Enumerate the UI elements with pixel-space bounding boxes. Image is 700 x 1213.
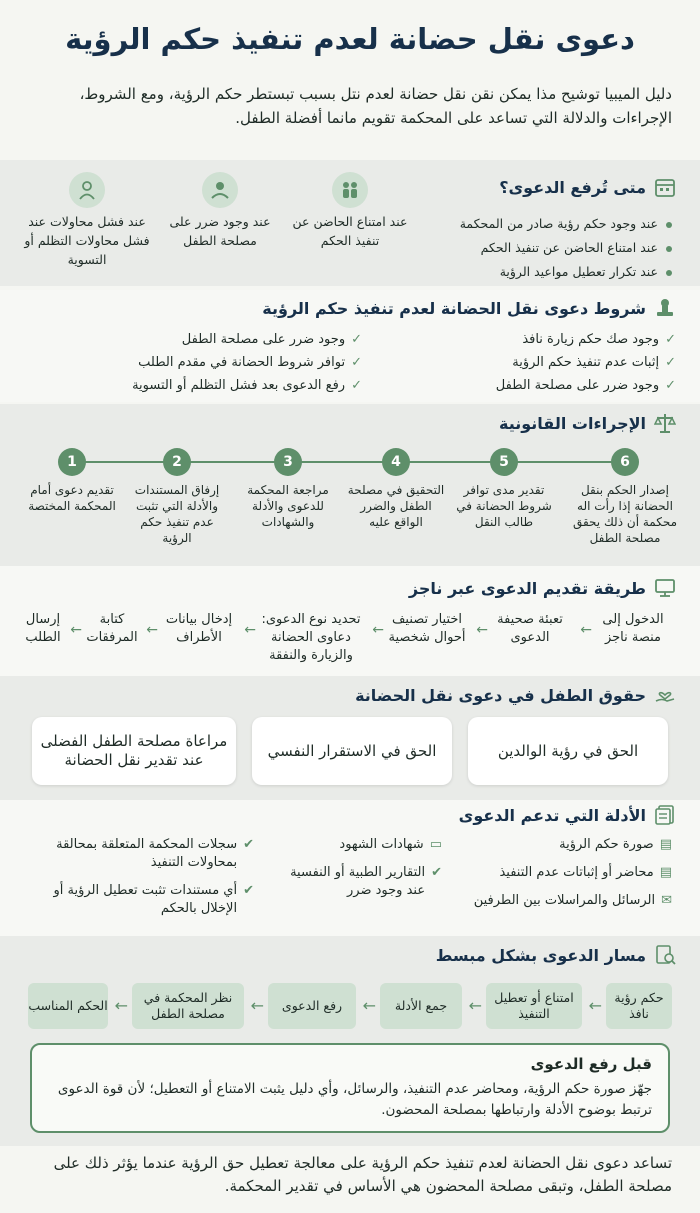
path-step: رفع الدعوى — [268, 983, 356, 1029]
person-icon — [69, 172, 105, 208]
child-care-icon — [202, 172, 238, 208]
step-5: 5 تقدير مدى توافر شروط الحضانة في طالب النقل — [454, 448, 554, 530]
arrow-left-icon: ← — [476, 622, 488, 638]
step-2: 2 إرفاق المستندات والأدلة التي تثبت عدم تنفيذ حكم الرؤية — [127, 448, 227, 546]
tip-text: جهّز صورة حكم الرؤية، ومحاضر عدم التنفيذ، والرسائل، وأي دليل يثبت الامتناع أو التعطيل؛ لأن قوة الدعوى ترتبط بوضوح الأدلة وارتباطها بمصلحة المحضون. — [57, 1081, 652, 1118]
intro-text: دليل الميبيا توشيح مذا يمكن نقن نقل حضانة لعدم نتل بسبب تبستطر حكم الرؤية، ومع الشروط، الإجراءات والدلالة التي تساعد على المحكمة تقويم مانما أفضلة الطفل. — [79, 85, 672, 127]
footer-text: تساعد دعوى نقل الحضانة لعدم تنفيذ حكم الرؤية على معالجة تعطيل حق الرؤية عندما يؤثر ذلك على مصلحة الطفل، وتبقى مصلحة المحضون هي الأساس في تقدير المحكمة. — [53, 1154, 672, 1195]
rights-card: الحق في رؤية الوالدين — [468, 717, 668, 785]
document-icon: ▤ — [659, 865, 672, 880]
rights-heading-text: حقوق الطفل في دعوى نقل الحضانة — [355, 685, 646, 705]
najiz-step: كتابة المرفقات — [86, 612, 138, 645]
path-heading-text: مسار الدعوى بشكل مبسط — [435, 945, 646, 965]
when-card-label: عند فشل محاولات عند فشل محاولات التظلم أو التسوية — [24, 214, 150, 267]
list-item: عند امتناع الحاضن عن تنفيذ الحكم — [427, 236, 672, 260]
when-card-harm — [160, 172, 280, 250]
when-list — [427, 212, 672, 284]
list-item: ✓ وجود صك حكم زيارة نافذ — [522, 332, 676, 347]
hand-heart-icon — [654, 684, 676, 706]
list-item: ✓ رفع الدعوى بعد فشل التظلم أو التسوية — [132, 378, 362, 393]
procedures-heading — [499, 412, 676, 434]
path-step: امتناع أو تعطيل التنفيذ — [486, 983, 582, 1029]
tip-title: قبل رفع الدعوى — [530, 1055, 652, 1073]
stamp-icon — [654, 297, 676, 319]
calendar-icon — [654, 176, 676, 198]
scales-icon — [654, 412, 676, 434]
arrow-left-icon: ← — [250, 996, 264, 1015]
najiz-step: تعبئة صحيفة الدعوى — [497, 612, 563, 645]
tip-box — [30, 1043, 670, 1133]
check-circle-icon: ✔ — [243, 837, 254, 852]
when-card-label: عند وجود ضرر على مصلحة الطفل — [169, 214, 271, 248]
path-heading — [436, 944, 676, 966]
list-item: ✓ وجود ضرر على مصلحة الطفل — [495, 378, 676, 393]
list-item: ✓ توافر شروط الحضانة في مقدم الطلب — [138, 355, 362, 370]
arrow-left-icon: ← — [70, 622, 82, 638]
rights-card: مراعاة مصلحة الطفل الفضلى عند تقدير نقل الحضانة — [32, 717, 236, 785]
monitor-icon — [654, 577, 676, 599]
when-card-label: عند امتناع الحاضن عن تنفيذ الحكم — [292, 214, 408, 248]
najiz-step: إدخال بيانات الأطراف — [165, 612, 233, 645]
najiz-step: إرسال الطلب — [25, 612, 61, 645]
evidence-heading — [459, 804, 676, 826]
path-step: نظر المحكمة في مصلحة الطفل — [132, 983, 244, 1029]
path-step: حكم رؤية نافذ — [606, 983, 672, 1029]
step-6: 6 إصدار الحكم بنقل الحضانة إذا رأت اله محكمة أن ذلك يحقق مصلحة الطفل — [570, 448, 680, 546]
arrow-left-icon: ← — [372, 622, 384, 638]
evidence-heading-text: الأدلة التي تدعم الدعوى — [458, 805, 646, 825]
conditions-list-left — [132, 328, 362, 397]
arrow-left-icon: ← — [468, 996, 482, 1015]
najiz-step: اختيار تصنيف أحوال شخصية — [388, 612, 466, 645]
najiz-step: تحديد نوع الدعوى: دعاوى الحضانة والزيارة والنفقة — [261, 612, 361, 663]
list-item: ✓ إثبات عدم تنفيذ حكم الرؤية — [512, 355, 676, 370]
najiz-heading — [409, 577, 676, 599]
najiz-step: الدخول إلى منصة ناجز — [602, 612, 664, 645]
rights-card: الحق في الاستقرار النفسي — [252, 717, 452, 785]
arrow-left-icon: ← — [588, 996, 602, 1015]
path-step: الحكم المناسب — [28, 983, 108, 1029]
evidence-item: ▤ صورة حكم الرؤية — [559, 837, 672, 852]
page-title: دعوى نقل حضانة لعدم تنفيذ حكم الرؤية — [65, 22, 635, 56]
list-item: ✓ وجود ضرر على مصلحة الطفل — [181, 332, 362, 347]
document-stack-icon — [654, 804, 676, 826]
when-heading-text: متى تُرفع الدعوى؟ — [499, 177, 646, 197]
arrow-left-icon: ← — [146, 622, 158, 638]
evidence-item: ✔ أي مستندات تثبت تعطيل الرؤية أو الإخلال بالحكم — [53, 883, 254, 916]
step-1: 1 تقديم دعوى أمام المحكمة المختصة — [22, 448, 122, 514]
conditions-list-right — [496, 328, 676, 397]
rights-heading — [355, 684, 676, 706]
when-card-refusal — [290, 172, 410, 250]
people-icon — [332, 172, 368, 208]
list-item: عند تكرار تعطيل مواعيد الرؤية — [427, 260, 672, 284]
document-icon: ▤ — [659, 837, 672, 852]
when-card-failure — [22, 172, 152, 269]
step-3: 3 مراجعة المحكمة للدعوى والأدلة والشهادات — [238, 448, 338, 530]
when-heading — [499, 176, 676, 198]
najiz-heading-text: طريقة تقديم الدعوى عبر ناجز — [408, 578, 646, 598]
speech-icon: ▭ — [429, 837, 442, 852]
list-item: عند وجود حكم رؤية صادر من المحكمة — [427, 212, 672, 236]
arrow-left-icon: ← — [580, 622, 592, 638]
evidence-item: ✔ سجلات المحكمة المتعلقة بمحالقة بمحاولات التنفيذ — [56, 837, 254, 870]
envelope-icon: ✉ — [661, 893, 672, 908]
path-step: جمع الأدلة — [380, 983, 462, 1029]
evidence-item: ✉ الرسائل والمراسلات بين الطرفين — [473, 893, 672, 908]
evidence-item: ▭ شهادات الشهود — [339, 837, 442, 852]
arrow-left-icon: ← — [244, 622, 256, 638]
conditions-heading-text: شروط دعوى نقل الحضانة لعدم تنفيذ حكم الرؤية — [262, 298, 646, 318]
document-search-icon — [654, 944, 676, 966]
conditions-heading — [262, 297, 676, 319]
evidence-item: ✔ التقارير الطبية أو النفسية عند وجود ضرر — [290, 865, 442, 898]
procedures-heading-text: الإجراءات القانونية — [499, 413, 646, 433]
evidence-item: ▤ محاضر أو إثباتات عدم التنفيذ — [499, 865, 672, 880]
arrow-left-icon: ← — [114, 996, 128, 1015]
arrow-left-icon: ← — [362, 996, 376, 1015]
step-4: 4 التحقيق في مصلحة الطفل والضرر الواقع عليه — [346, 448, 446, 530]
check-circle-icon: ✔ — [431, 865, 442, 880]
check-circle-icon: ✔ — [243, 883, 254, 898]
